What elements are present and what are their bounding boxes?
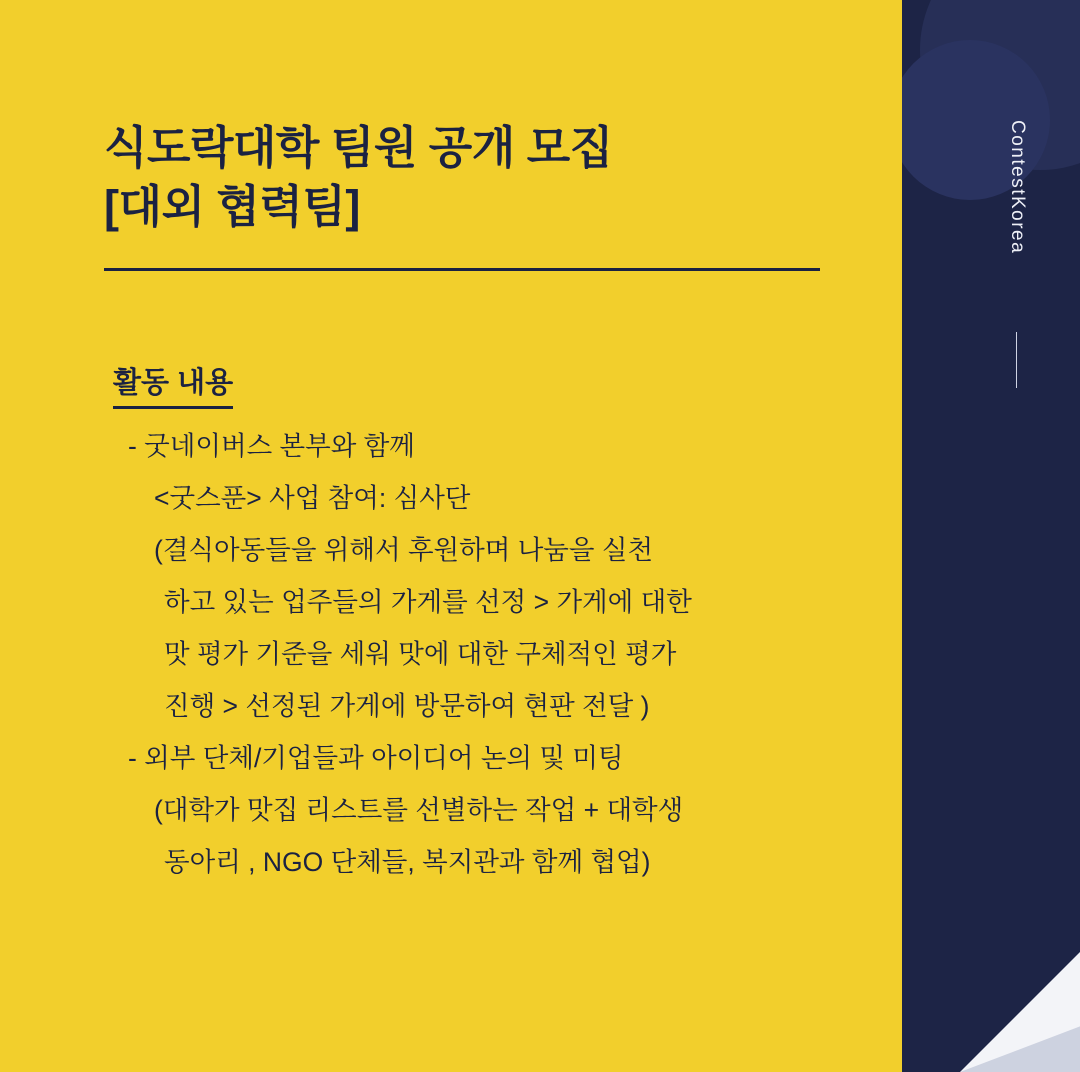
brand-divider <box>1016 332 1017 388</box>
activity-line: (결식아동들을 위해서 후원하며 나눔을 실천 <box>154 535 654 565</box>
activity-line: 진행 > 선정된 가게에 방문하여 현판 전달 ) <box>164 691 650 721</box>
brand-label: ContestKorea <box>1007 120 1028 255</box>
title-line-1: 식도락대학 팀원 공개 모집 <box>104 122 613 173</box>
right-brand-panel <box>900 0 1080 1072</box>
section-heading-activities: 활동 내용 <box>113 360 233 409</box>
activity-line: 동아리 , NGO 단체들, 복지관과 함께 협업) <box>164 847 651 877</box>
page-title <box>104 118 844 237</box>
activity-line: <굿스푼> 사업 참여: 심사단 <box>154 483 471 513</box>
activity-line: 하고 있는 업주들의 가게를 선정 > 가게에 대한 <box>164 587 692 617</box>
activity-line: (대학가 맛집 리스트를 선별하는 작업 + 대학생 <box>154 795 684 825</box>
activity-line: - 굿네이버스 본부와 함께 <box>128 431 415 461</box>
activity-list <box>128 420 858 888</box>
title-line-2: [대외 협력팀] <box>104 181 360 233</box>
activity-line: - 외부 단체/기업들과 아이디어 논의 및 미팅 <box>128 743 624 773</box>
activity-line: 맛 평가 기준을 세워 맛에 대한 구체적인 평가 <box>164 639 677 669</box>
title-divider <box>104 268 820 271</box>
